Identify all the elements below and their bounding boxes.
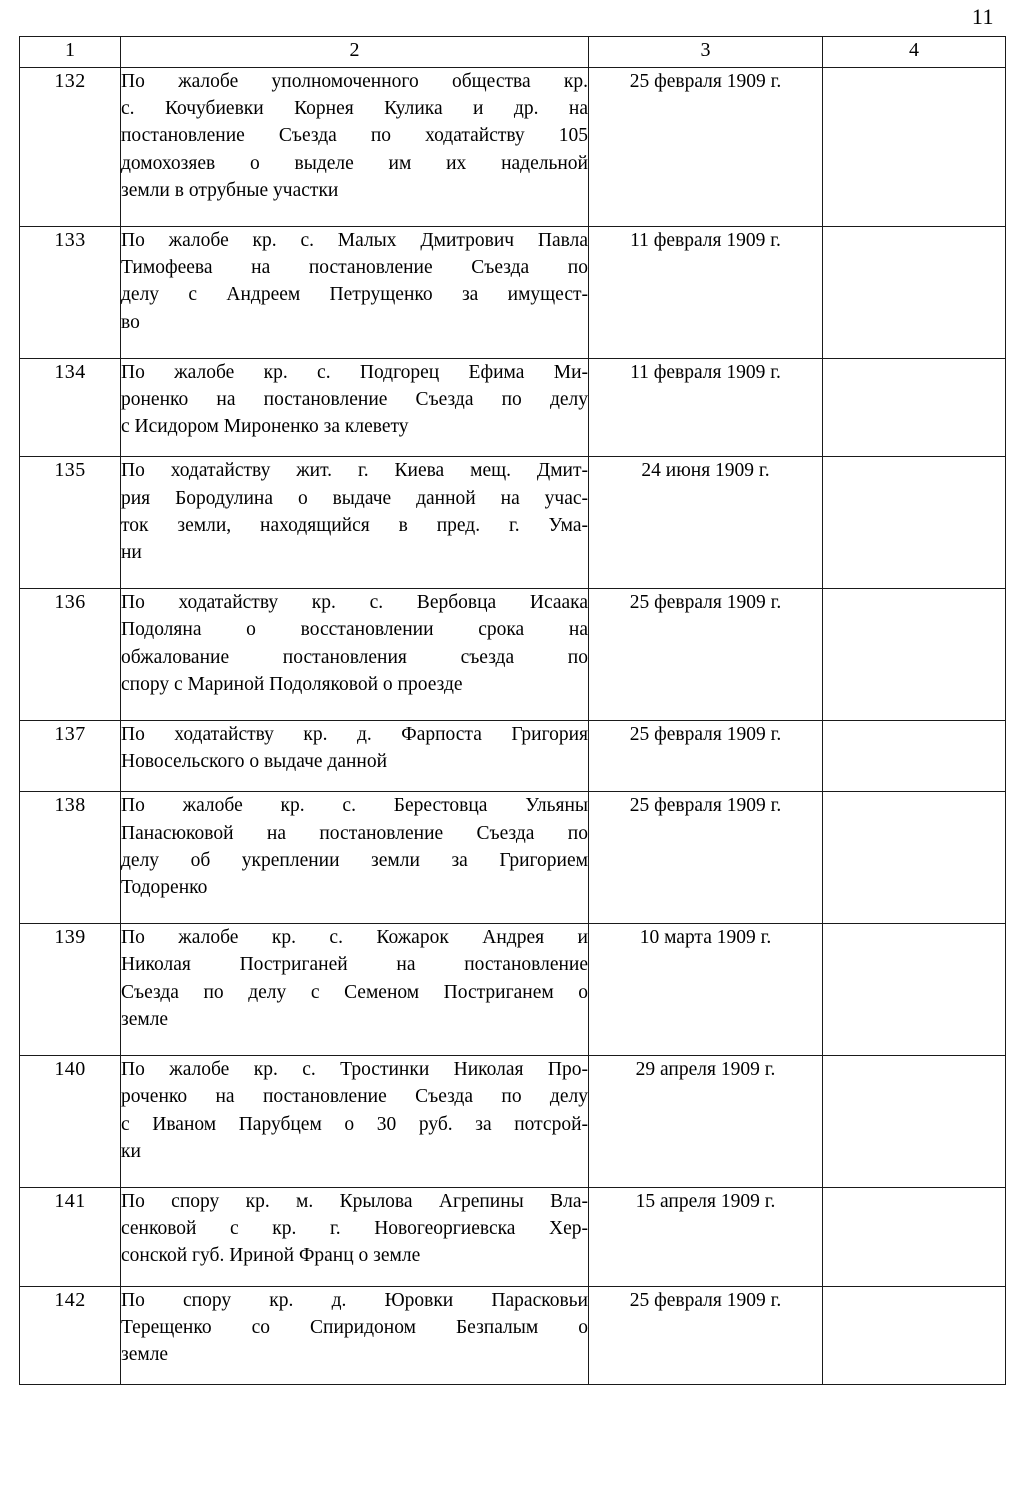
case-description: [121, 1056, 589, 1188]
table-header: [20, 37, 1006, 68]
description-line: с Иваном Парубцем о 30 руб. за потсрой-: [121, 1113, 588, 1135]
description-line: с. Кочубиевки Корнея Кулика и др. на: [121, 98, 588, 120]
description-line: земли в отрубные участки: [121, 179, 339, 201]
description-line: домохозяев о выделе им их надельной: [121, 152, 588, 174]
description-line: По ходатайству кр. с. Вербовца Исаака: [121, 592, 588, 614]
case-number: 139: [20, 924, 121, 1056]
case-number: 138: [20, 792, 121, 924]
description-line: сонской губ. Ириной Франц о земле: [121, 1245, 421, 1267]
case-note: [823, 1187, 1006, 1286]
case-date: 29 апреля 1909 г.: [589, 1056, 823, 1188]
description-line: По жалобе кр. с. Берестовца Ульяны: [121, 795, 588, 817]
description-line: По жалобе кр. с. Малых Дмитрович Павла: [121, 230, 588, 252]
case-note: [823, 457, 1006, 589]
table-row: [20, 1286, 1006, 1385]
description-line: сенковой с кр. г. Новогеоргиевска Хер-: [121, 1218, 588, 1240]
table-row: [20, 924, 1006, 1056]
description-line: Новосельского о выдаче данной: [121, 751, 388, 773]
case-description: [121, 68, 589, 227]
description-line: Тимофеева на постановление Съезда по: [121, 257, 588, 279]
description-line: постановление Съезда по ходатайству 105: [121, 125, 588, 147]
description-line: с Исидором Мироненко за клевету: [121, 416, 409, 438]
case-date: 10 марта 1909 г.: [589, 924, 823, 1056]
case-date: 24 июня 1909 г.: [589, 457, 823, 589]
case-note: [823, 924, 1006, 1056]
description-line: роченко на постановление Съезда по делу: [121, 1086, 588, 1108]
case-description: [121, 1187, 589, 1286]
case-date: 25 февраля 1909 г.: [589, 68, 823, 227]
case-description: [121, 1286, 589, 1385]
description-line: По жалобе кр. с. Тростинки Николая Про-: [121, 1059, 588, 1081]
table-row: [20, 227, 1006, 359]
description-line: рия Бородулина о выдаче данной на учас-: [121, 487, 588, 509]
description-line: Тодоренко: [121, 877, 208, 899]
case-description: [121, 589, 589, 721]
column-header-2: 2: [121, 37, 589, 68]
case-note: [823, 227, 1006, 359]
case-description: [121, 227, 589, 359]
column-header-1: 1: [20, 37, 121, 68]
case-date: 25 февраля 1909 г.: [589, 721, 823, 792]
description-line: По ходатайству жит. г. Киева мещ. Дмит-: [121, 460, 588, 482]
case-number: 135: [20, 457, 121, 589]
case-number: 134: [20, 358, 121, 457]
case-number: 141: [20, 1187, 121, 1286]
case-note: [823, 792, 1006, 924]
case-note: [823, 721, 1006, 792]
column-header-4: 4: [823, 37, 1006, 68]
case-description: [121, 924, 589, 1056]
table-body: [20, 68, 1006, 1385]
case-date: 25 февраля 1909 г.: [589, 589, 823, 721]
case-description: [121, 792, 589, 924]
description-line: Николая Постриганей на постановление: [121, 954, 588, 976]
case-note: [823, 1286, 1006, 1385]
table-row: [20, 721, 1006, 792]
description-line: ки: [121, 1140, 141, 1162]
description-line: По спору кр. м. Крылова Агрепины Вла-: [121, 1190, 588, 1212]
table-row: [20, 1056, 1006, 1188]
case-description: [121, 457, 589, 589]
case-number: 137: [20, 721, 121, 792]
description-line: роненко на постановление Съезда по делу: [121, 389, 588, 411]
table-row: [20, 1187, 1006, 1286]
description-line: Панасюковой на постановление Съезда по: [121, 822, 588, 844]
case-note: [823, 358, 1006, 457]
table-row: [20, 358, 1006, 457]
description-line: земле: [121, 1343, 169, 1365]
case-date: 11 февраля 1909 г.: [589, 227, 823, 359]
description-line: По жалобе кр. с. Кожарок Андрея и: [121, 927, 588, 949]
description-line: По ходатайству кр. д. Фарпоста Григория: [121, 724, 588, 746]
case-number: 136: [20, 589, 121, 721]
table-row: [20, 68, 1006, 227]
description-line: По спору кр. д. Юровки Парасковьи: [121, 1289, 588, 1311]
description-line: обжалование постановления съезда по: [121, 646, 588, 668]
table-row: [20, 792, 1006, 924]
description-line: ток земли, находящийся в пред. г. Ума-: [121, 514, 588, 536]
description-line: спору с Мариной Подоляковой о проезде: [121, 673, 463, 695]
page-number: 11: [971, 4, 994, 29]
case-date: 25 февраля 1909 г.: [589, 1286, 823, 1385]
description-line: Съезда по делу с Семеном Постриганем о: [121, 981, 588, 1003]
case-number: 140: [20, 1056, 121, 1188]
description-line: во: [121, 311, 140, 333]
table-row: [20, 457, 1006, 589]
register-table: [19, 36, 1006, 1385]
description-line: делу с Андреем Петрущенко за имущест-: [121, 284, 588, 306]
description-line: земле: [121, 1008, 169, 1030]
description-line: По жалобе кр. с. Подгорец Ефима Ми-: [121, 361, 588, 383]
case-note: [823, 589, 1006, 721]
description-line: По жалобе уполномоченного общества кр.: [121, 71, 588, 92]
case-number: 132: [20, 68, 121, 227]
case-number: 142: [20, 1286, 121, 1385]
description-line: Подоляна о восстановлении срока на: [121, 619, 588, 641]
description-line: делу об укреплении земли за Григорием: [121, 849, 588, 871]
case-description: [121, 358, 589, 457]
description-line: ни: [121, 542, 142, 564]
table-row: [20, 589, 1006, 721]
case-note: [823, 68, 1006, 227]
description-line: Терещенко со Спиридоном Безпалым о: [121, 1316, 588, 1338]
case-note: [823, 1056, 1006, 1188]
case-date: 25 февраля 1909 г.: [589, 792, 823, 924]
case-date: 15 апреля 1909 г.: [589, 1187, 823, 1286]
column-header-3: 3: [589, 37, 823, 68]
column-ordinal-row: [20, 37, 1006, 68]
case-date: 11 февраля 1909 г.: [589, 358, 823, 457]
case-number: 133: [20, 227, 121, 359]
case-description: [121, 721, 589, 792]
